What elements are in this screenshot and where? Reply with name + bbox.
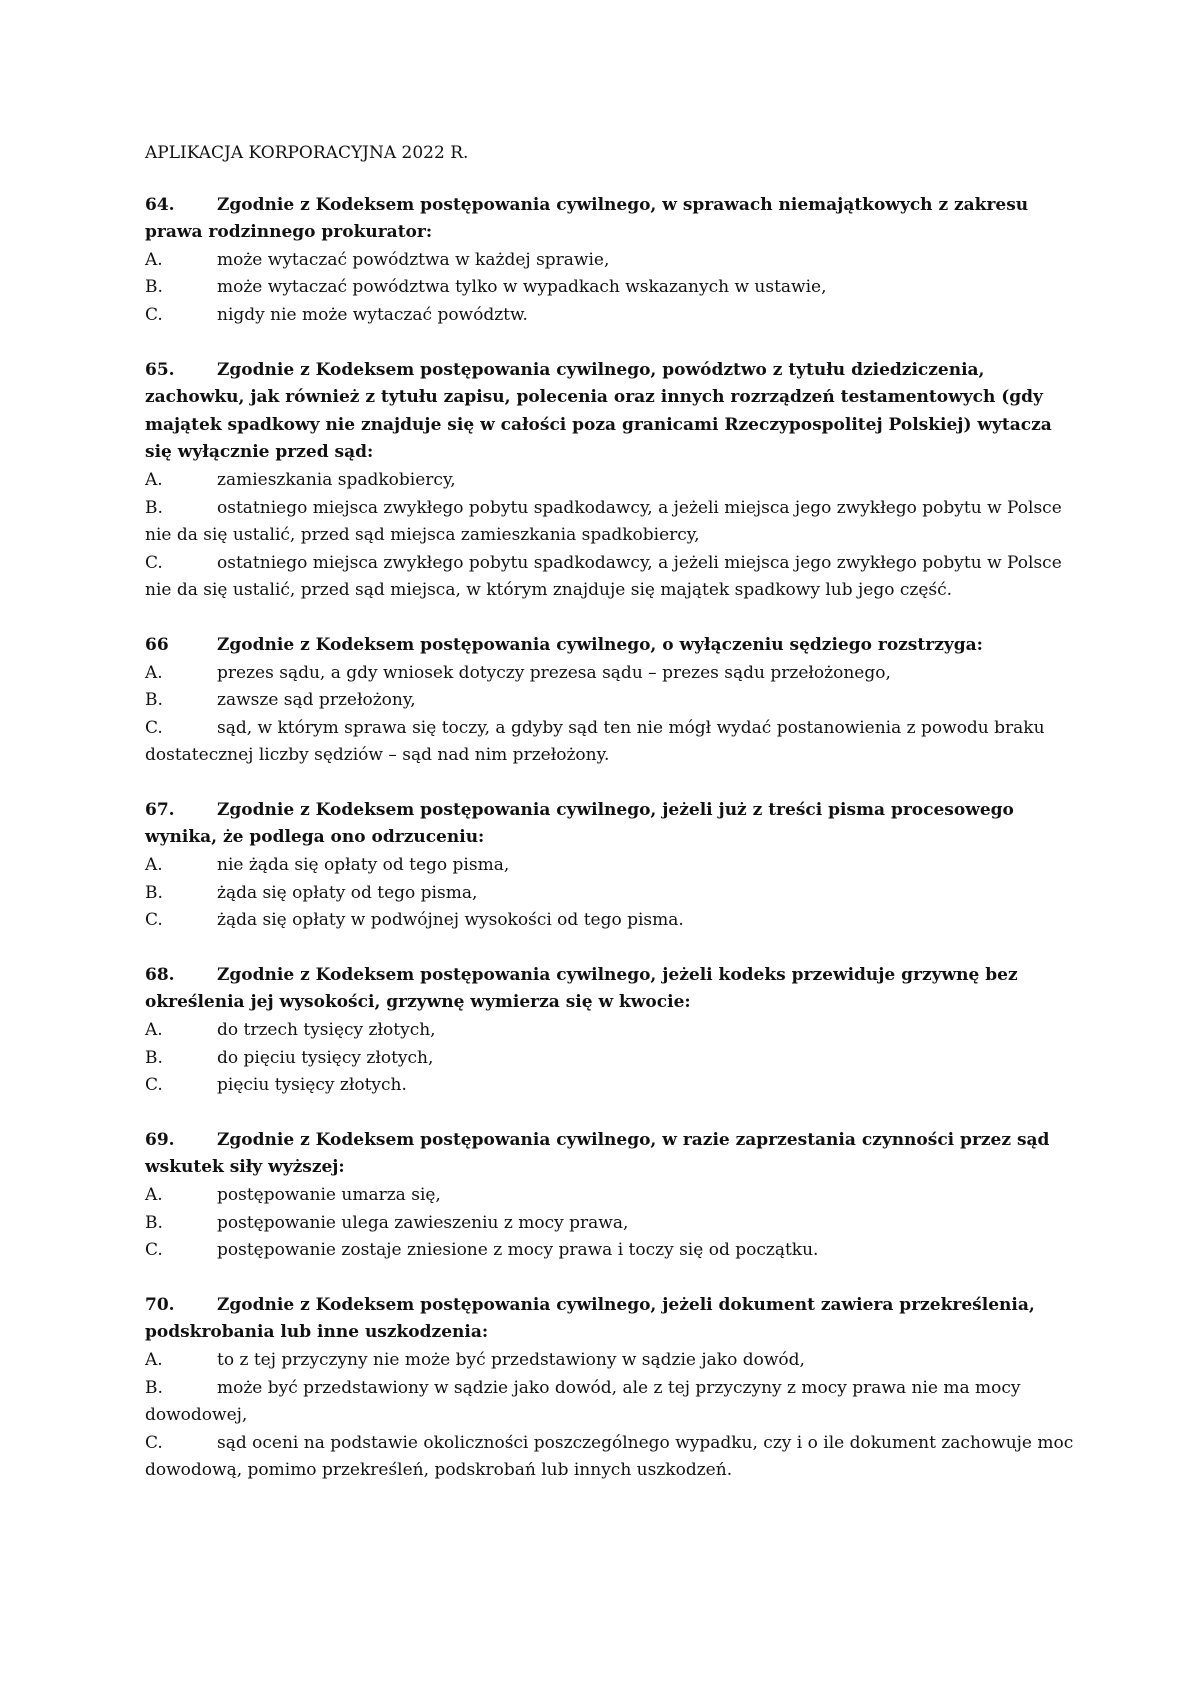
answer-c: C. postępowanie zostaje zniesione z mocy prawa i toczy się od początku. <box>145 1240 819 1261</box>
answer-b: B. ostatniego miejsca zwykłego pobytu spadkodawcy, a jeżeli miejsca jego zwykłego pobytu w Polsce nie da się ustalić, przed sąd miejsca zamieszkania spadkobiercy, <box>145 497 1062 546</box>
answer-a: A. postępowanie umarza się, <box>145 1185 441 1205</box>
question-text: 68. Zgodnie z Kodeksem postępowania cywilnego, jeżeli kodeks przewiduje grzywnę bez określenia jej wysokości, grzywnę wymierza się w kwocie: <box>145 962 1075 1017</box>
question-number: 64. <box>145 194 175 215</box>
answer-c: C. ostatniego miejsca zwykłego pobytu spadkodawcy, a jeżeli miejsca jego zwykłego pobytu w Polsce nie da się ustalić, przed sąd miejsca, w którym znajduje się majątek spadkowy lub jego część. <box>145 552 1062 601</box>
answer-a: A. to z tej przyczyny nie może być przedstawiony w sądzie jako dowód, <box>145 1349 805 1370</box>
question-66 <box>145 632 1075 770</box>
answer-a: A. zamieszkania spadkobiercy, <box>145 469 456 490</box>
question-64 <box>145 192 1075 330</box>
question-text: 70. Zgodnie z Kodeksem postępowania cywilnego, jeżeli dokument zawiera przekreślenia, podskrobania lub inne uszkodzenia: <box>145 1292 1075 1347</box>
answer-b: B. postępowanie ulega zawieszeniu z mocy prawa, <box>145 1212 629 1233</box>
answer-c: C. pięciu tysięcy złotych. <box>145 1075 407 1096</box>
question-number: 68. <box>145 964 175 985</box>
question-text: 69. Zgodnie z Kodeksem postępowania cywilnego, w razie zaprzestania czynności przez sąd wskutek siły wyższej: <box>145 1127 1075 1182</box>
document-title: APLIKACJA KORPORACYJNA 2022 R. <box>145 143 469 163</box>
answer-b: B. zawsze sąd przełożony, <box>145 690 416 711</box>
question-number: 69. <box>145 1129 175 1150</box>
answer-b: B. może wytaczać powództwa tylko w wypadkach wskazanych w ustawie, <box>145 277 827 298</box>
answer-b: B. żąda się opłaty od tego pisma, <box>145 882 478 903</box>
document-page <box>145 140 1075 1512</box>
question-67 <box>145 797 1075 935</box>
answer-b: B. może być przedstawiony w sądzie jako dowód, ale z tej przyczyny z mocy prawa nie ma mocy dowodowej, <box>145 1377 1021 1426</box>
question-text: 64. Zgodnie z Kodeksem postępowania cywilnego, w sprawach niemajątkowych z zakresu prawa rodzinnego prokurator: <box>145 192 1075 247</box>
question-68 <box>145 962 1075 1100</box>
question-number: 66 <box>145 634 169 655</box>
answer-b: B. do pięciu tysięcy złotych, <box>145 1047 434 1068</box>
question-65 <box>145 357 1075 605</box>
answer-a: A. do trzech tysięcy złotych, <box>145 1020 436 1041</box>
answer-a: A. prezes sądu, a gdy wniosek dotyczy prezesa sądu – prezes sądu przełożonego, <box>145 662 891 683</box>
question-number: 67. <box>145 799 175 820</box>
question-number: 70. <box>145 1294 175 1315</box>
answer-a: A. nie żąda się opłaty od tego pisma, <box>145 855 510 876</box>
question-number: 65. <box>145 359 175 380</box>
answer-c: C. nigdy nie może wytaczać powództw. <box>145 304 528 325</box>
answer-a: A. może wytaczać powództwa w każdej sprawie, <box>145 249 610 270</box>
answer-c: C. żąda się opłaty w podwójnej wysokości od tego pisma. <box>145 910 684 931</box>
answer-c: C. sąd oceni na podstawie okoliczności poszczególnego wypadku, czy i o ile dokument zachowuje moc dowodową, pomimo przekreśleń, podskrobań lub innych uszkodzeń. <box>145 1432 1074 1481</box>
question-69 <box>145 1127 1075 1265</box>
question-70 <box>145 1292 1075 1485</box>
answer-c: C. sąd, w którym sprawa się toczy, a gdyby sąd ten nie mógł wydać postanowienia z powodu braku dostatecznej liczby sędziów – sąd nad nim przełożony. <box>145 717 1045 766</box>
question-text: 67. Zgodnie z Kodeksem postępowania cywilnego, jeżeli już z treści pisma procesowego wynika, że podlega ono odrzuceniu: <box>145 797 1075 852</box>
question-text: 66 Zgodnie z Kodeksem postępowania cywilnego, o wyłączeniu sędziego rozstrzyga: <box>145 632 1075 660</box>
question-text: 65. Zgodnie z Kodeksem postępowania cywilnego, powództwo z tytułu dziedziczenia, zachowku, jak również z tytułu zapisu, polecenia oraz innych rozrządzeń testamentowych (gdy majątek spadkowy nie znajduje się w całości poza granicami Rzeczypospolitej Polskiej) wytacza się wyłącznie przed sąd: <box>145 357 1075 467</box>
